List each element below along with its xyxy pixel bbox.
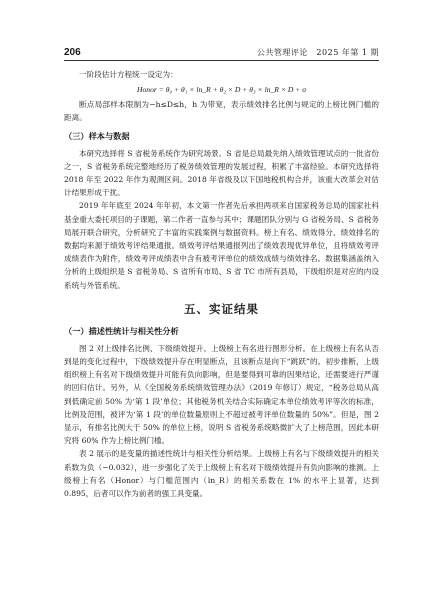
- journal-name: 公共管理评论 2025 年第 1 期: [256, 48, 379, 57]
- para-result-2: 表 2 展示的是变量的描述性统计与相关性分析结果。上级榜上有名与下级绩效提升的相关系数为负（−0.032），进一步强化了关于上级榜上有名对下级绩效提升有负向影响的推测。上级榜上有名（Honor）与门槛范围内（ln_R）的相关系数在 1% 的水平上显著，达到 0.895，后者可以作为前者的强工具变量。: [64, 449, 379, 499]
- running-header: [64, 44, 379, 61]
- page-number: 206: [64, 47, 81, 58]
- estimation-formula: Honor = θ₀ + θ₁ × ln_R + θ₂ × D + θ₃ × ln_R × D + σ: [137, 85, 306, 95]
- para-sample-1: 本研究选择将 S 省税务系统作为研究场景。S 省是总局最先纳入绩效管理试点的一批省份之一，S 省税务系统完整地经历了税务绩效管理的发展过程，积累了丰富经验。本研究选择将 2018 年至 2022 年作为观测区间。2018 年省级及以下国地税机构合并，该重大改革会对估计结果形成干扰。: [64, 148, 379, 198]
- paper-body: [64, 68, 379, 500]
- intro-line: 一阶段估计方程统一设定为：: [79, 70, 178, 79]
- subsection-descriptive-stats: （一）描述性统计与相关性分析: [64, 326, 179, 336]
- para-bandwidth: 断点局部样本限制为−h≤D≤h，h 为带宽，表示绩效排名比例与规定的上榜比例门槛的距离。: [64, 100, 379, 123]
- section-empirical-results: 五、实证结果: [184, 301, 259, 316]
- para-sample-2: 2019 年年底至 2024 年年初，本文第一作者先后承担两项来自国家税务总局的国家社科基金重大委托项目的子课题，第二作者一直参与其中；课题团队分别与 G 省税务局、S 省税务局展开联合研究，分析研究了丰富的实践案例与数据资料。榜上有名、绩效得分、绩效排名的数据均来源于绩效考评结果通报。绩效考评结果通报列出了绩效表现优异单位，且将绩效考评成绩表作为附件，绩效考评成绩表中含有被考评单位的绩效成绩与绩效排名。数据集涵盖纳入分析的上级组织是 S 省税务局、S 省所有市局、S 省 TC 市所有县局，下级组织是对应的内设系统与外管系统。: [64, 201, 379, 290]
- para-result-1: 图 2 对上级排名比例、下级绩效提升、上级榜上有名进行图形分析。在上级榜上有名从否到是的变化过程中，下级绩效提升存在明显断点，且该断点是向下“跳跃”的。初步推断，上级组织榜上有名对下级绩效提升可能有负向影响，但是要得到可靠的因果结论，还需要进行严谨的回归估计。另外，从《全国税务系统绩效管理办法》（2019 年修订）规定，“税务总局从高到低确定前 50% 为‘第 1 段’单位；其他税务机关结合实际确定本单位绩效考评等次的标准，比例及范围，被评为‘第 1 段’的单位数量原则上不超过被考评单位数量的 50%”。但是，图 2 显示，有排名比例大于 50% 的单位上榜，说明 S 省税务系统略微扩大了上榜范围，因此本研究将 60% 作为上榜比例门槛。: [64, 343, 379, 446]
- subsection-sample-data: （三）样本与数据: [64, 131, 130, 141]
